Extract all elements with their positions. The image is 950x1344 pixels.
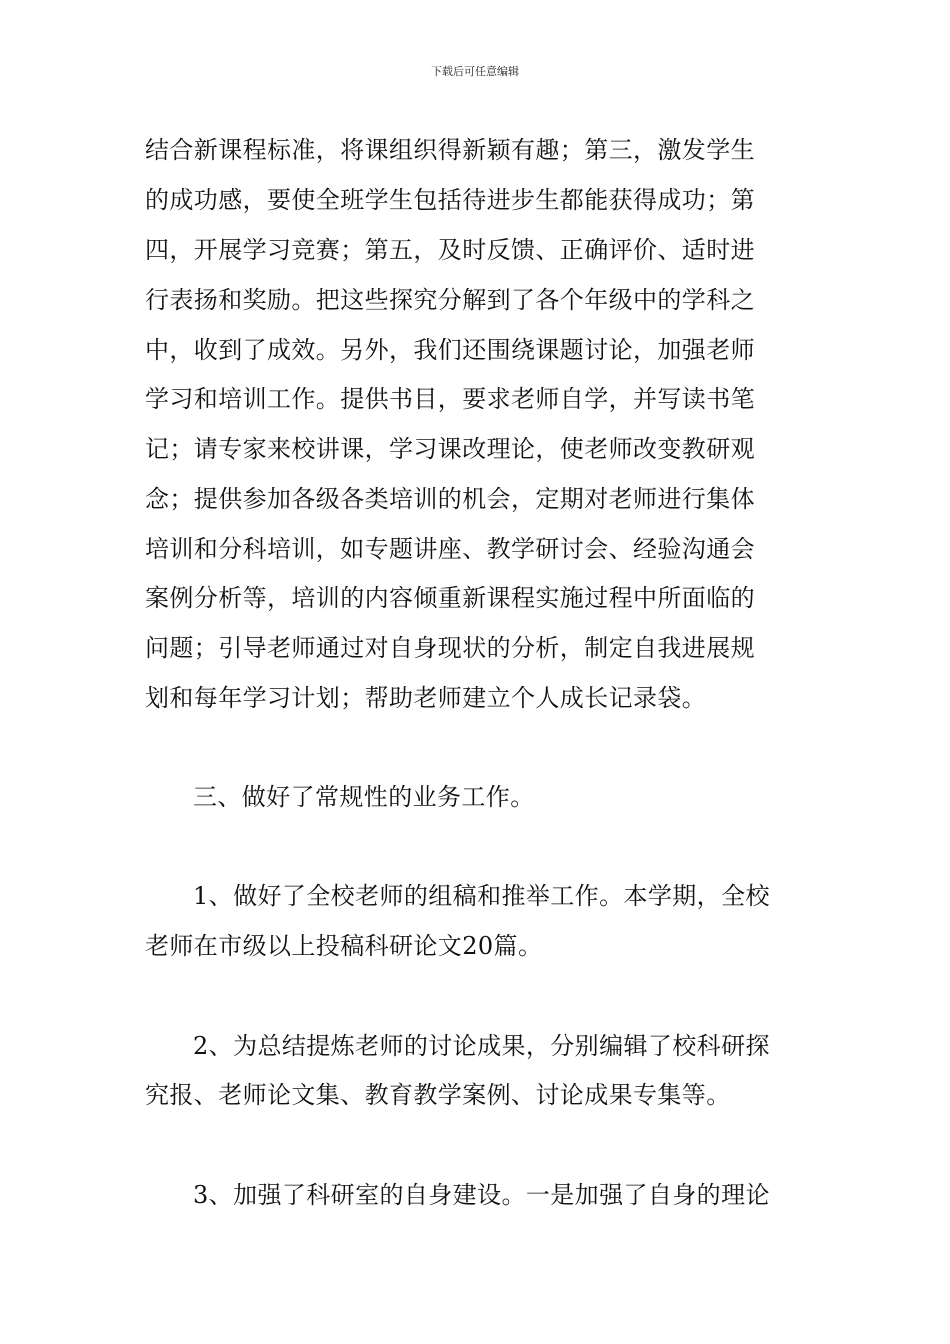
body-text-line: 的成功感，要使全班学生包括待进步生都能获得成功；第: [145, 186, 755, 214]
body-text-line: 结合新课程标准，将课组织得新颖有趣；第三，激发学生: [145, 136, 755, 164]
body-text-line: 记；请专家来校讲课，学习课改理论，使老师改变教研观: [145, 435, 755, 463]
body-text-line: 问题；引导老师通过对自身现状的分析，制定自我进展规: [145, 634, 755, 662]
body-text-line: 四，开展学习竞赛；第五，及时反馈、正确评价、适时进: [145, 236, 755, 264]
body-text-line: 行表扬和奖励。把这些探究分解到了各个年级中的学科之: [145, 286, 755, 314]
body-text-line: 3、加强了科研室的自身建设。一是加强了自身的理论: [193, 1181, 770, 1209]
body-text-line: 念；提供参加各级各类培训的机会，定期对老师进行集体: [145, 485, 755, 513]
body-text-line: 划和每年学习计划；帮助老师建立个人成长记录袋。: [145, 684, 707, 712]
body-text-line: 培训和分科培训，如专题讲座、教学研讨会、经验沟通会: [145, 535, 755, 563]
body-text-line: 老师在市级以上投稿科研论文20篇。: [145, 932, 543, 960]
body-text-line: 中，收到了成效。另外，我们还围绕课题讨论，加强老师: [145, 336, 755, 364]
section-heading: 三、做好了常规性的业务工作。: [193, 783, 535, 811]
body-text-line: 1、做好了全校老师的组稿和推举工作。本学期，全校: [193, 882, 770, 910]
body-text-line: 学习和培训工作。提供书目，要求老师自学，并写读书笔: [145, 385, 755, 413]
body-text-line: 案例分析等，培训的内容倾重新课程实施过程中所面临的: [145, 584, 755, 612]
body-text-line: 究报、老师论文集、教育教学案例、讨论成果专集等。: [145, 1081, 731, 1109]
body-text-line: 2、为总结提炼老师的讨论成果，分别编辑了校科研探: [193, 1032, 770, 1060]
page-header: 下载后可任意编辑: [431, 65, 519, 78]
